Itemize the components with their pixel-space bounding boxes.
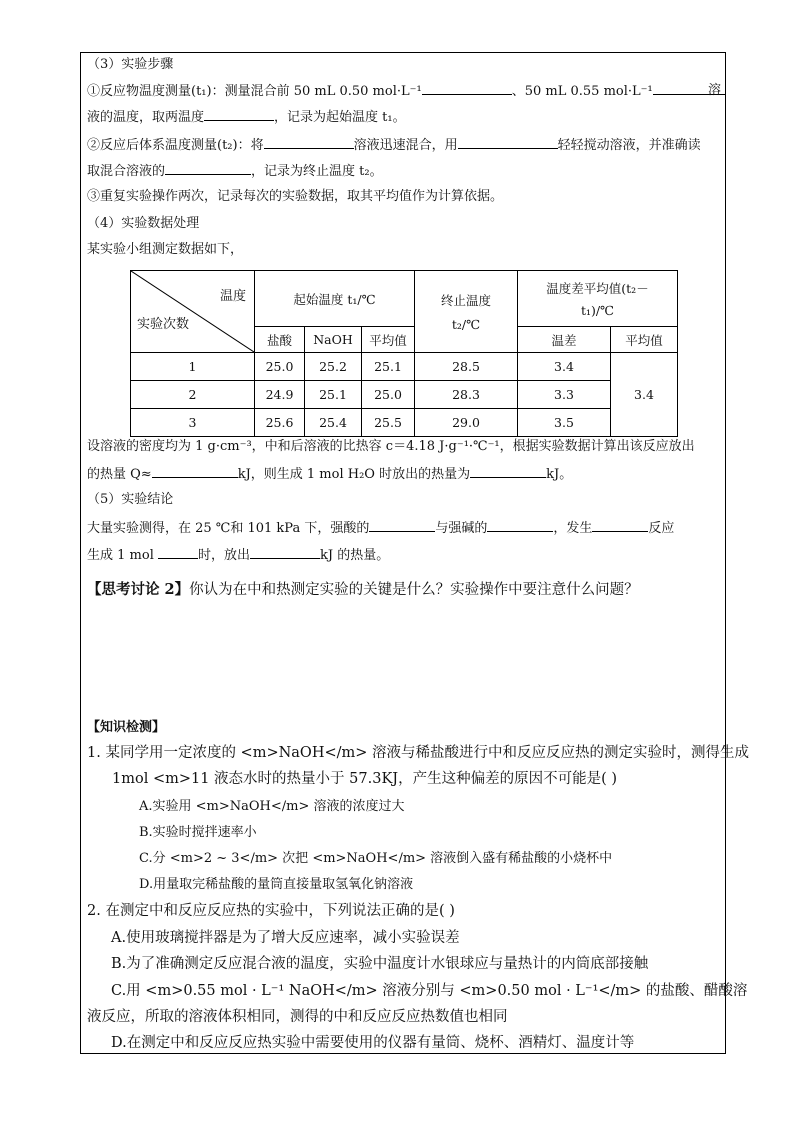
q2-option-a: A.使用玻璃搅拌器是为了增大反应速率，减小实验误差 [111, 930, 460, 946]
blank [264, 135, 354, 149]
step3-line1: ①反应物温度测量(t₁)：测量混合前 50 mL 0.50 mol·L⁻¹ 、50 mL 0.55 mol·L⁻¹ 溶 [87, 81, 725, 102]
table-row: 1 25.0 25.2 25.1 28.5 3.4 3.4 [131, 353, 678, 381]
header-count: 实验次数 [137, 317, 190, 332]
blank [458, 135, 558, 149]
step3-line4: 取混合溶液的 ，记录为终止温度 t₂。 [87, 161, 383, 182]
data-table [130, 270, 678, 437]
think-discussion: 【思考讨论 2】你认为在中和热测定实验的关键是什么？实验操作中要注意什么问题？ [87, 581, 639, 598]
blank [369, 518, 435, 532]
q2-option-d: D.在测定中和反应反应热实验中需要使用的仪器有量筒、烧杯、酒精灯、温度计等 [111, 1035, 635, 1051]
blank [158, 545, 198, 559]
check-title: 【知识检测】 [87, 720, 166, 735]
blank [592, 518, 648, 532]
step3-title: （3）实验步骤 [87, 57, 174, 72]
content-frame [80, 52, 750, 1054]
step3-line2: 液的温度，取两温度 ，记录为起始温度 t₁。 [87, 107, 406, 128]
q1-line2: 1mol <m>11 液态水时的热量小于 57.3KJ，产生这种偏差的原因不可能是( ) [112, 771, 618, 787]
header-avg2: 平均值 [611, 327, 678, 353]
step5-line2: 生成 1 mol 时，放出 kJ 的热量。 [87, 545, 389, 566]
step3-line3: ②反应后体系温度测量(t₂)：将 溶液迅速混合，用 轻轻搅动溶液，并准确读 [87, 135, 701, 156]
header-dt: 温差 [518, 327, 611, 353]
blank [422, 81, 512, 95]
step5-line1: 大量实验测得，在 25 ℃和 101 kPa 下，强酸的 与强碱的 ，发生 反应 [87, 518, 674, 539]
header-naoh: NaOH [305, 327, 362, 353]
header-avg: 平均值 [362, 327, 415, 353]
q2-option-c1: C.用 <m>0.55 mol · L⁻¹ NaOH</m> 溶液分别与 <m>0.50 mol · L⁻¹</m> 的盐酸、醋酸溶 [111, 983, 748, 999]
blank [165, 161, 251, 175]
calc-line2: 的热量 Q≈ kJ，则生成 1 mol H₂O 时放出的热量为 kJ。 [87, 464, 572, 485]
q2-line1: 2. 在测定中和反应反应热的实验中，下列说法正确的是( ) [87, 903, 455, 919]
blank [487, 518, 553, 532]
q1-option-c: C.分 <m>2 ~ 3</m> 次把 <m>NaOH</m> 溶液倒入盛有稀盐酸的小烧杯中 [139, 851, 613, 866]
table-row: 3 25.6 25.4 25.5 29.0 3.5 [131, 409, 678, 437]
q1-option-b: B.实验时搅拌速率小 [139, 825, 257, 840]
blank [152, 464, 238, 478]
blank [470, 464, 546, 478]
step3-line5: ③重复实验操作两次，记录每次的实验数据，取其平均值作为计算依据。 [87, 189, 504, 204]
header-hcl: 盐酸 [255, 327, 305, 353]
step4-intro: 某实验小组测定数据如下， [87, 242, 244, 257]
diagonal-header-cell [131, 271, 255, 353]
header-end: 终止温度 t₂/℃ [415, 271, 518, 353]
header-start: 起始温度 t₁/℃ [255, 271, 415, 327]
header-temp: 温度 [219, 289, 246, 304]
diagonal-line [131, 271, 254, 352]
blank [204, 107, 274, 121]
overall-avg: 3.4 [611, 353, 678, 437]
header-diff: 温度差平均值(t₂－ t₁)/℃ [518, 271, 678, 327]
q1-line1: 1. 某同学用一定浓度的 <m>NaOH</m> 溶液与稀盐酸进行中和反应反应热的测定实验时，测得生成 [87, 745, 750, 761]
blank [250, 545, 320, 559]
q2-option-b: B.为了准确测定反应混合液的温度，实验中温度计水银球应与量热计的内筒底部接触 [111, 956, 649, 972]
step5-title: （5）实验结论 [87, 492, 174, 507]
q2-option-c2: 液反应，所取的溶液体积相同，测得的中和反应反应热数值也相同 [87, 1009, 508, 1025]
calc-line1: 设溶液的密度均为 1 g·cm⁻³，中和后溶液的比热容 c＝4.18 J·g⁻¹·℃⁻¹，根据实验数据计算出该反应放出 [87, 439, 695, 454]
q1-option-d: D.用量取完稀盐酸的量筒直接量取氢氧化钠溶液 [139, 877, 414, 892]
q1-option-a: A.实验用 <m>NaOH</m> 溶液的浓度过大 [139, 799, 405, 814]
step4-title: （4）实验数据处理 [87, 216, 200, 231]
table-row: 2 24.9 25.1 25.0 28.3 3.3 [131, 381, 678, 409]
